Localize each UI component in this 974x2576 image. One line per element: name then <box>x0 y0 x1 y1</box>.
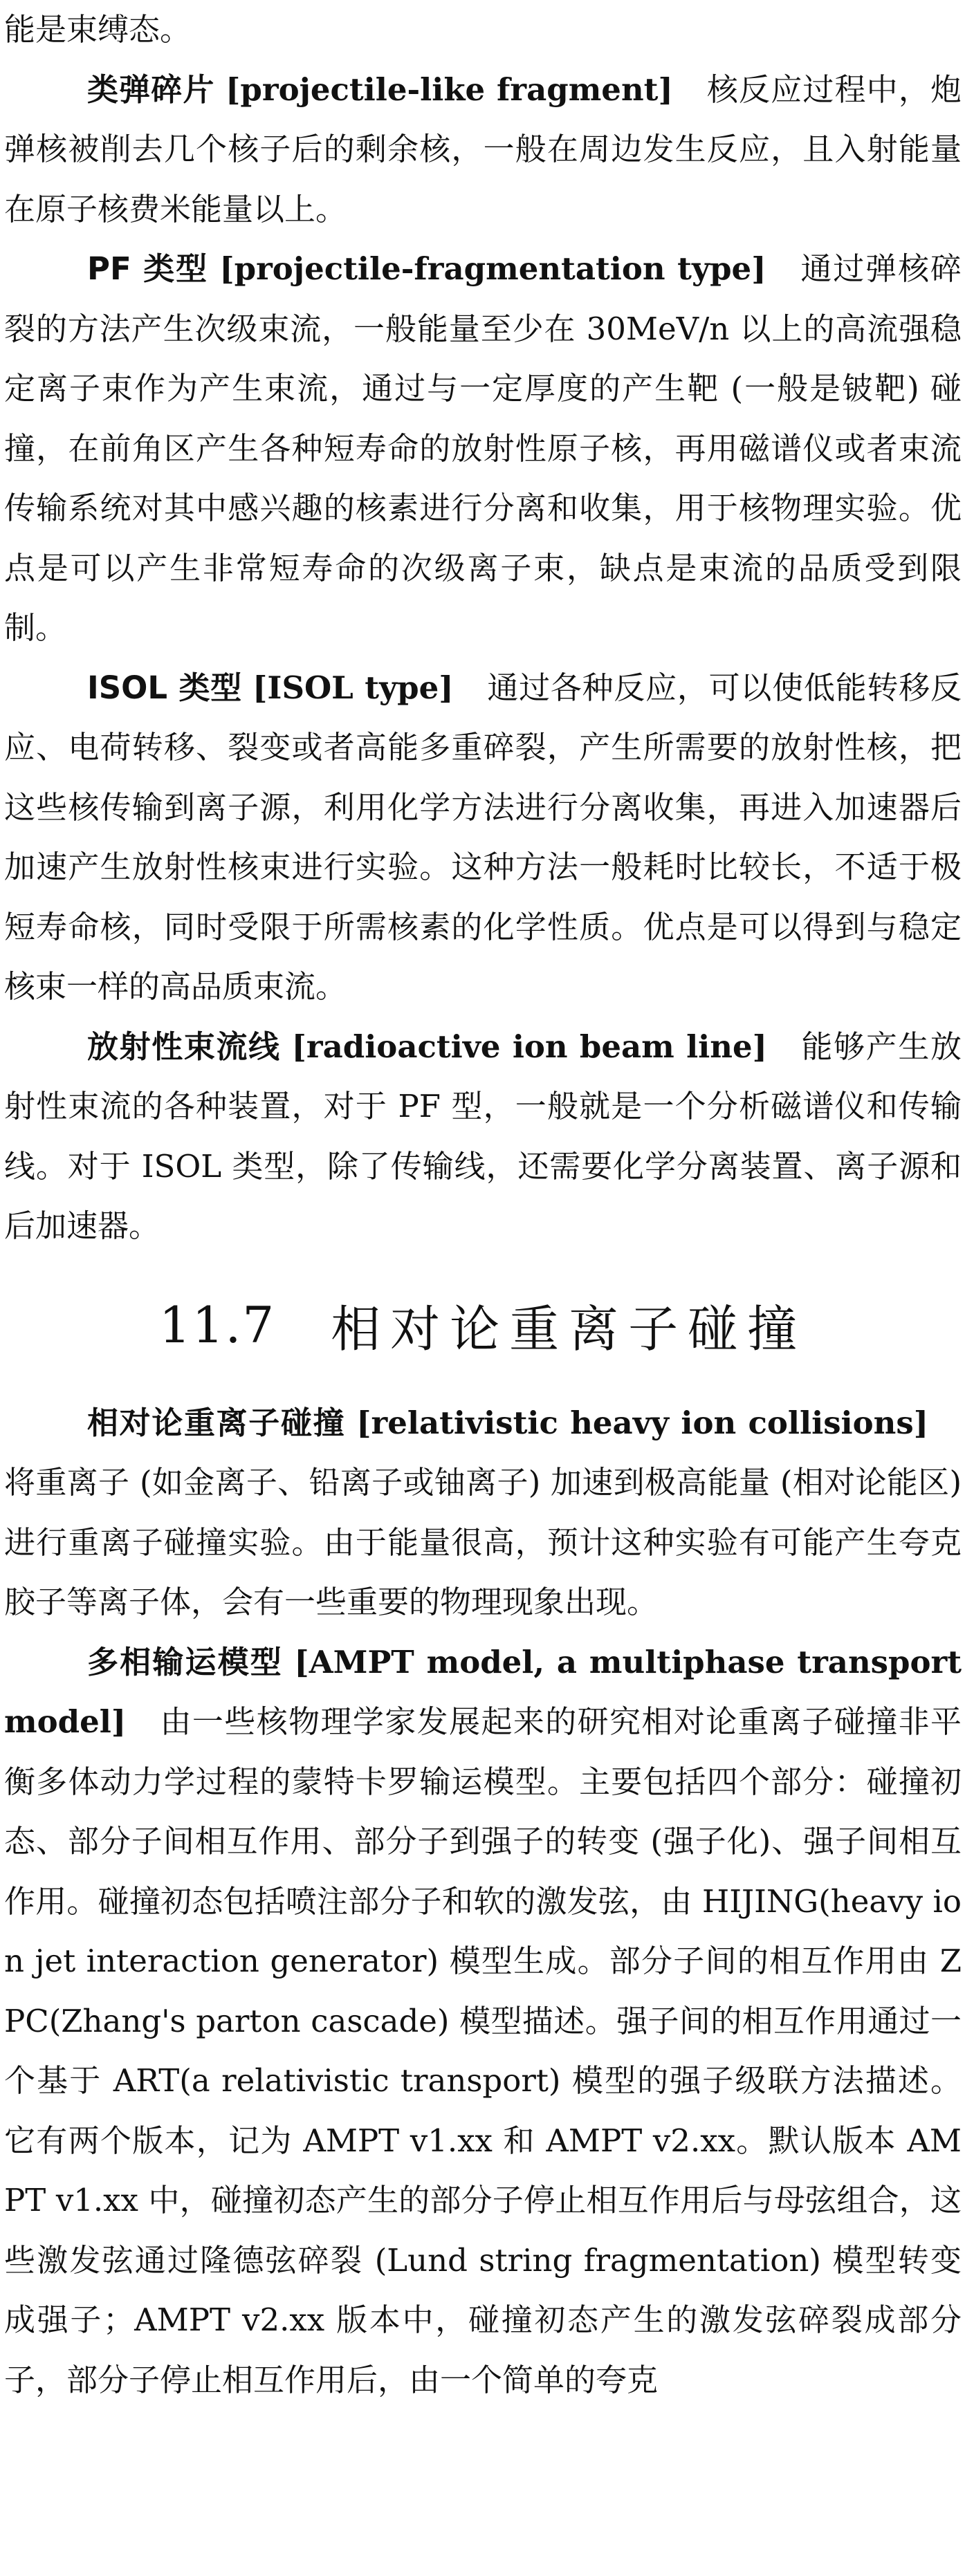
entry-definition: 通过各种反应，可以使低能转移反应、电荷转移、裂变或者高能多重碎裂，产生所需要的放射性核，把这些核传输到离子源，利用化学方法进行分离收集，再进入加速器后加速产生放射性核束进行实验。这种方法一般耗时比较长，不适于极短寿命核，同时受限于所需核素的化学性质。优点是可以得到与稳定核束一样的高品质束流。 <box>4 669 962 1005</box>
entry-relativistic-heavy-ion-collisions <box>4 1393 962 1633</box>
entry-term-en: [radioactive ion beam line] <box>291 1028 767 1065</box>
entry-term-en: [projectile-like fragment] <box>226 71 673 108</box>
entry-definition: 通过弹核碎裂的方法产生次级束流，一般能量至少在 30MeV/n 以上的高流强稳定离子束作为产生束流，通过与一定厚度的产生靶 (一般是铍靶) 碰撞，在前角区产生各种短寿命的放射性原子核，再用磁谱仪或者束流传输系统对其中感兴趣的核素进行分离和收集，用于核物理实验。优点是可以产生非常短寿命的次级离子束，缺点是束流的品质受到限制。 <box>4 250 962 646</box>
entry-ampt-model <box>4 1633 962 2411</box>
section-number: 11.7 <box>158 1295 276 1354</box>
entry-term-en: [AMPT model, a multiphase transport model] <box>4 1643 962 1740</box>
section-title: 相对论重离子碰撞 <box>331 1299 807 1358</box>
entry-definition: 能够产生放射性束流的各种装置，对于 PF 型，一般就是一个分析磁谱仪和传输线。对于 ISOL 类型，除了传输线，还需要化学分离装置、离子源和后加速器。 <box>4 1028 962 1244</box>
section-heading <box>4 1257 962 1393</box>
entry-definition: 由一些核物理学家发展起来的研究相对论重离子碰撞非平衡多体动力学过程的蒙特卡罗输运模型。主要包括四个部分：碰撞初态、部分子间相互作用、部分子到强子的转变 (强子化)、强子间相互作用。碰撞初态包括喷注部分子和软的激发弦，由 HIJING(heavy ion jet interaction generator) 模型生成。部分子间的相互作用由 ZPC(Zhang's parton cascade) 模型描述。强子间的相互作用通过一个基于 ART(a relativistic transport) 模型的强子级联方法描述。它有两个版本，记为 AMPT v1.xx 和 AMPT v2.xx。默认版本 AMPT v1.xx 中，碰撞初态产生的部分子停止相互作用后与母弦组合，这些激发弦通过隆德弦碎裂 (Lund string fragmentation) 模型转变成强子；AMPT v2.xx 版本中，碰撞初态产生的激发弦碎裂成部分子，部分子停止相互作用后，由一个简单的夸克 <box>4 1703 962 2398</box>
entry-term-zh: ISOL 类型 <box>87 669 243 706</box>
entry-term-en: [projectile-fragmentation type] <box>219 250 766 287</box>
entry-pf-type <box>4 239 962 658</box>
entry-radioactive-ion-beam-line <box>4 1017 962 1257</box>
entry-term-en: [relativistic heavy ion collisions] <box>356 1404 928 1441</box>
entry-definition: 将重离子 (如金离子、铅离子或铀离子) 加速到极高能量 (相对论能区) 进行重离子碰撞实验。由于能量很高，预计这种实验有可能产生夸克胶子等离子体，会有一些重要的物理现象出现。 <box>4 1464 962 1620</box>
entry-projectile-like-fragment <box>4 60 962 240</box>
entry-term-zh: 多相输运模型 <box>87 1643 283 1680</box>
entry-term-zh: PF 类型 <box>87 250 209 287</box>
entry-definition: 核反应过程中，炮弹核被削去几个核子后的剩余核，一般在周边发生反应，且入射能量在原子核费米能量以上。 <box>4 71 962 228</box>
lead-in-text: 能是束缚态。 <box>4 11 192 48</box>
entry-term-zh: 相对论重离子碰撞 <box>87 1404 346 1441</box>
entry-isol-type <box>4 658 962 1017</box>
entry-term-en: [ISOL type] <box>252 669 454 706</box>
entry-term-zh: 类弹碎片 <box>87 71 215 108</box>
entry-term-zh: 放射性束流线 <box>87 1028 281 1065</box>
